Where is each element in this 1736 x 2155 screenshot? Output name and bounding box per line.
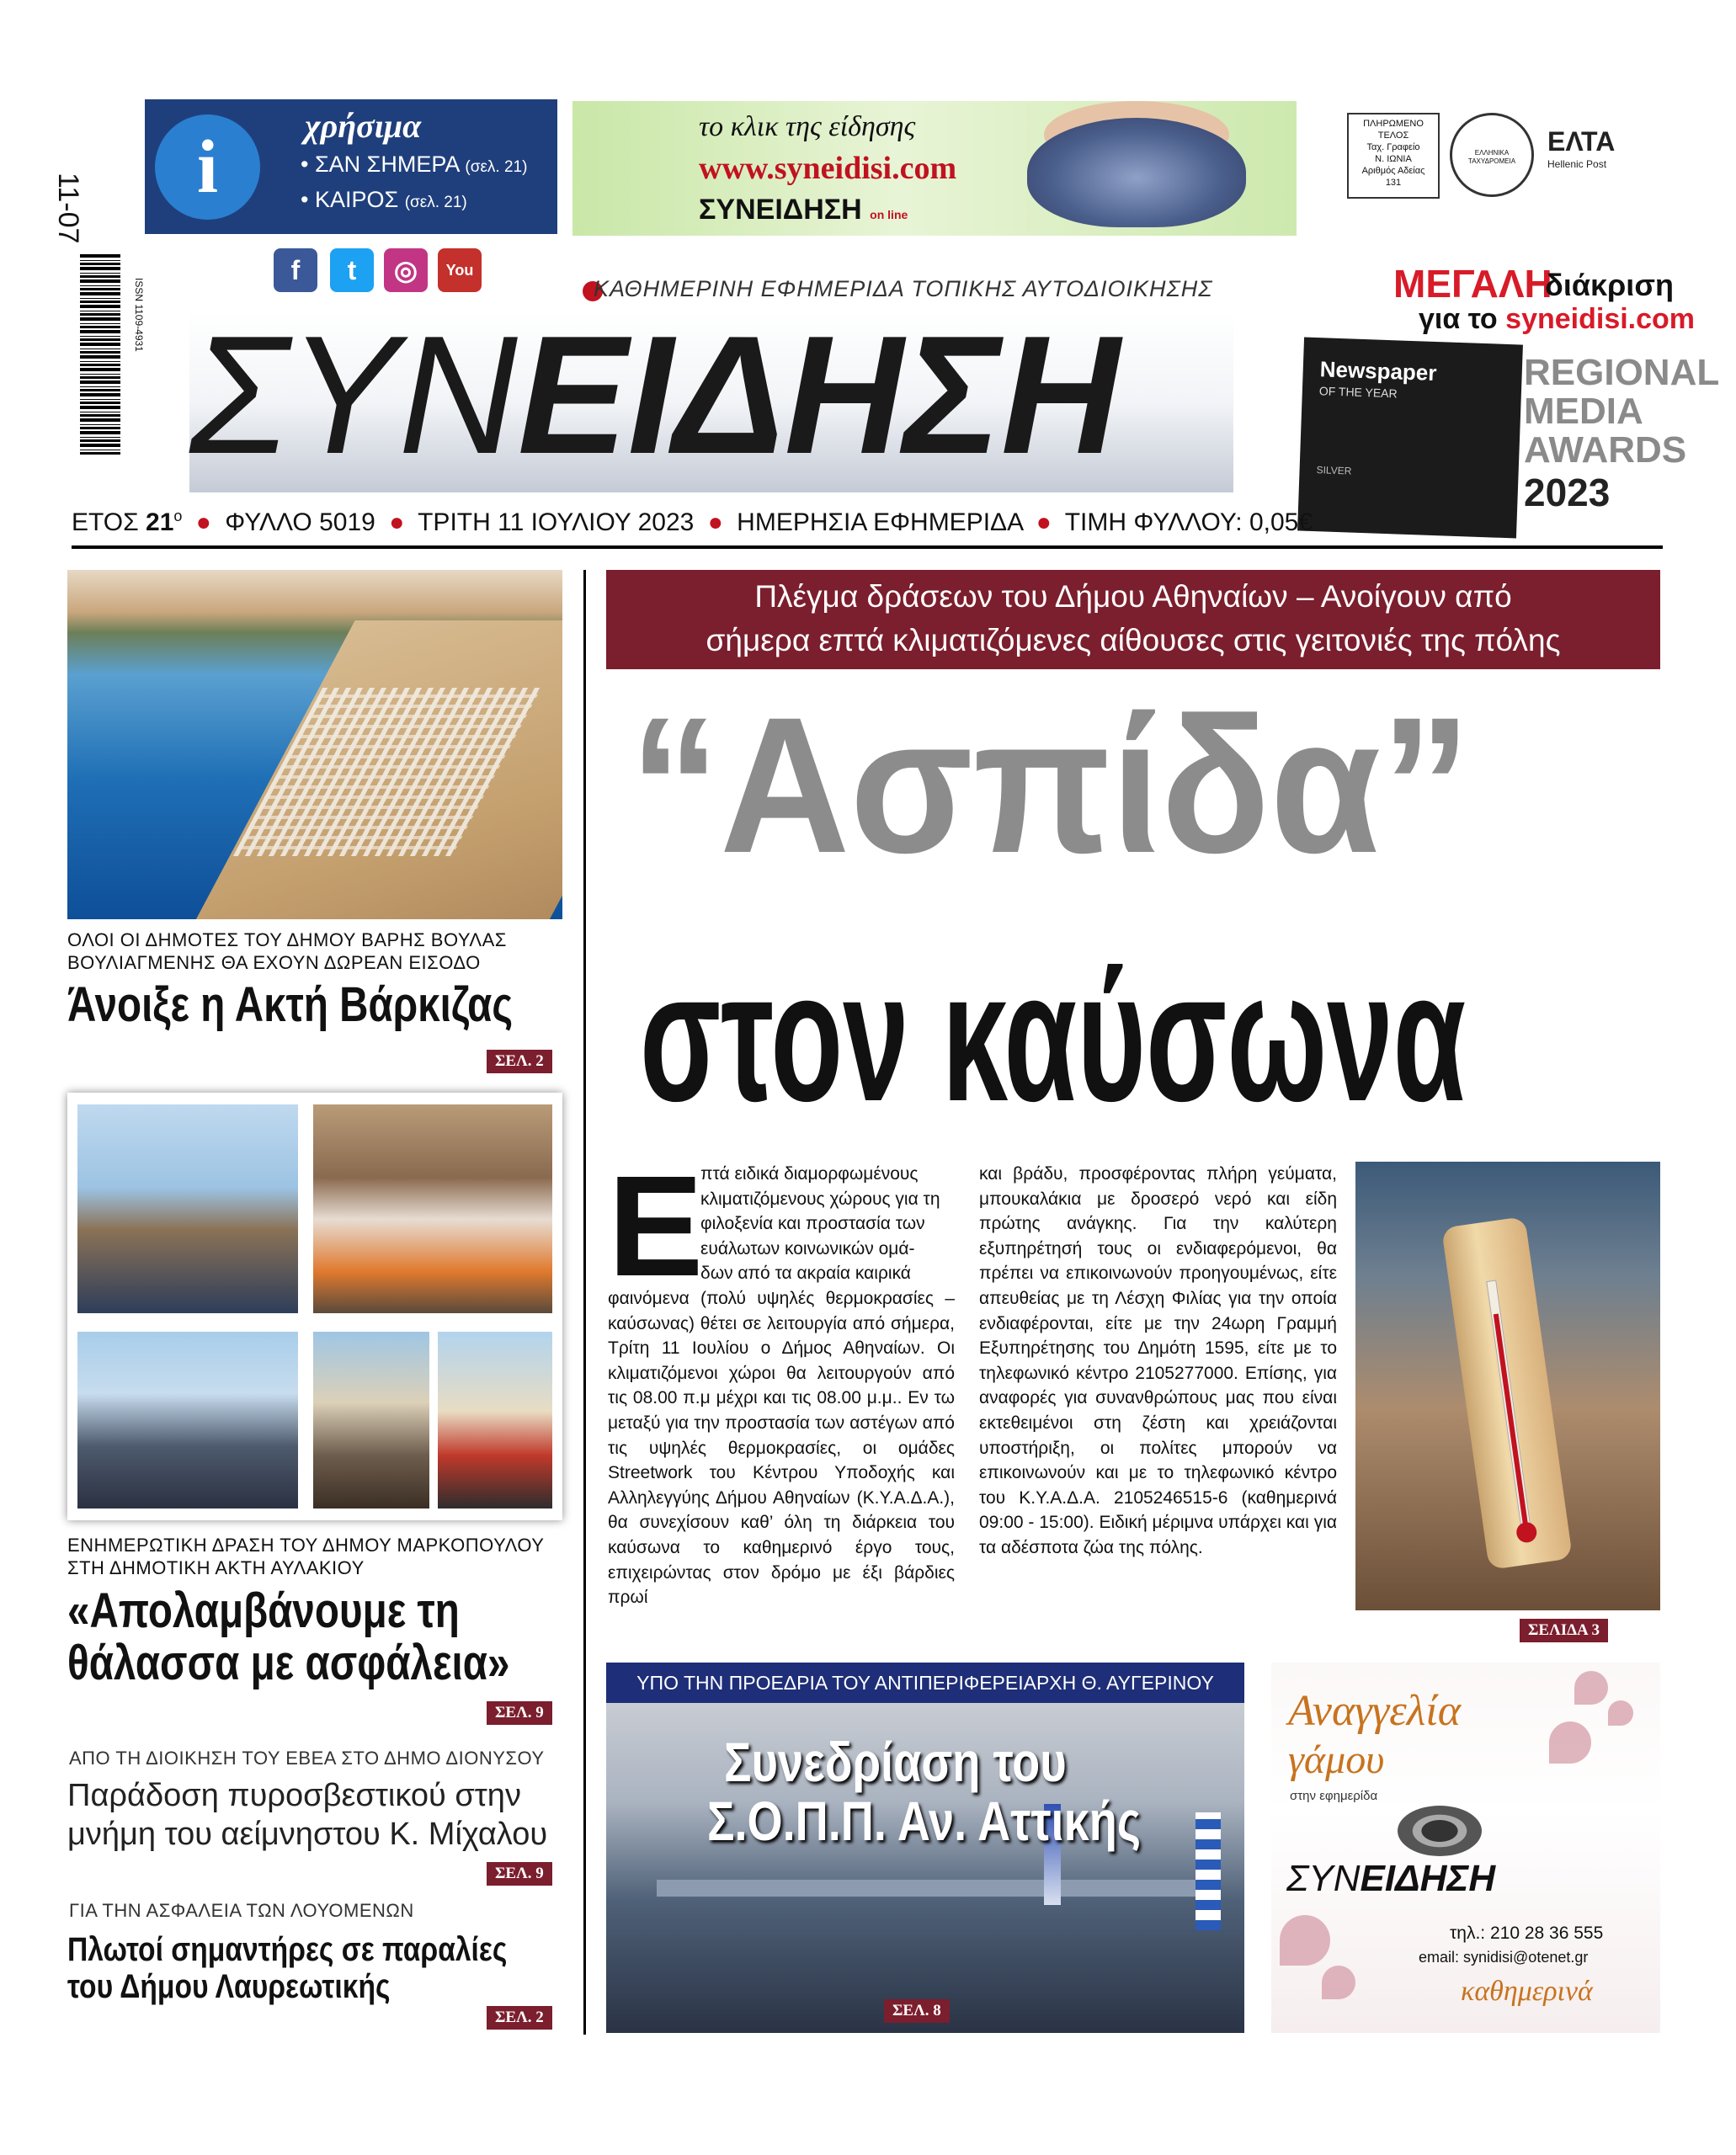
wedding-ad-title-line2: γάμου <box>1288 1737 1385 1782</box>
instagram-icon[interactable]: ◎ <box>384 248 428 292</box>
info-item-label: ΚΑΙΡΟΣ <box>314 187 399 212</box>
wedding-ad-brand-bold: ΕΙΔΗΣΗ <box>1360 1858 1496 1899</box>
info-item-page: (σελ. 21) <box>465 158 528 176</box>
issn-code: ISSN 1109-4931 <box>133 278 145 352</box>
story1-page-tag[interactable]: ΣΕΛ. 2 <box>487 1050 552 1073</box>
sopp-headline-line2: Σ.Ο.Π.Π. Αν. Αττικής <box>707 1790 1141 1852</box>
award-link[interactable] <box>1419 303 1695 336</box>
body-line: πτά ειδικά διαμορφωμένους <box>700 1164 919 1184</box>
story3-page-tag[interactable]: ΣΕΛ. 9 <box>487 1862 552 1886</box>
issue-sheet: ΦΥΛΛΟ 5019 <box>225 508 375 536</box>
postal-line: Αριθμός Αδείας <box>1361 166 1425 176</box>
story4-headline-line2[interactable]: του Δήμου Λαυρεωτικής <box>67 1968 391 2005</box>
thermometer-mercury <box>1494 1314 1529 1530</box>
issue-year-label: ΕΤΟΣ <box>72 508 139 536</box>
postal-line: Ταχ. Γραφείο <box>1366 142 1420 152</box>
wedding-ad-brand-light: ΣΥΝ <box>1286 1858 1361 1899</box>
greek-flag-shape <box>1195 1812 1221 1930</box>
masthead-tagline: ΚΑΘΗΜΕΡΙΝΗ ΕΦΗΜΕΡΙΔΑ ΤΟΠΙΚΗΣ ΑΥΤΟΔΙΟΙΚΗΣΗΣ <box>594 276 1213 301</box>
collage-photo-crowd <box>313 1332 429 1508</box>
story2-headline-line2[interactable]: θάλασσα με ασφάλεια» <box>67 1636 510 1690</box>
story2-kicker: ΕΝΗΜΕΡΩΤΙΚΗ ΔΡΑΣΗ ΤΟΥ ΔΗΜΟΥ ΜΑΡΚΟΠΟΥΛΟΥ ΣΤΗ ΔΗΜΟΤΙΚΗ ΑΚΤΗ ΑΥΛΑΚΙΟΥ <box>67 1535 545 1578</box>
facebook-icon[interactable]: f <box>274 248 317 292</box>
web-banner-tagline: το κλικ της είδησης <box>699 111 916 142</box>
elta-logo-sub: Hellenic Post <box>1547 158 1607 170</box>
story3-kicker: ΑΠΟ ΤΗ ΔΙΟΙΚΗΣΗ ΤΟΥ ΕΒΕΑ ΣΤΟ ΔΗΜΟ ΔΙΟΝΥΣΟΥ <box>69 1748 545 1769</box>
main-story-page-tag[interactable]: ΣΕΛΙΔΑ 3 <box>1520 1619 1608 1642</box>
info-item-label: ΣΑΝ ΣΗΜΕΡΑ <box>314 152 459 177</box>
thermometer-bulb <box>1515 1521 1538 1544</box>
useful-info-box[interactable] <box>145 99 557 234</box>
side-date-code: 11-07 <box>52 173 84 244</box>
deck-line: σήμερα επτά κλιματιζόμενες αίθουσες στις γειτονιές της πόλης <box>706 623 1561 657</box>
issue-date: ΤΡΙΤΗ 11 ΙΟΥΛΙΟΥ 2023 <box>418 508 695 536</box>
computer-mouse-icon <box>1027 118 1246 227</box>
wedding-ad-title-line1: Αναγγελία <box>1288 1687 1462 1735</box>
collage-photo-first-aid <box>313 1104 552 1313</box>
story2-headline-line1[interactable]: «Απολαμβάνουμε τη <box>67 1583 460 1638</box>
award-plaque <box>1297 338 1523 539</box>
award-distinction: διάκριση <box>1545 268 1674 302</box>
issue-price: ΤΙΜΗ ΦΥΛΛΟΥ: 0,05€ <box>1064 508 1313 536</box>
elta-logo: ΕΛΤΑ <box>1547 126 1616 157</box>
web-banner-brand-text: ΣΥΝΕΙΔΗΣΗ <box>699 194 862 226</box>
collage-photo-lifeguards <box>438 1332 552 1508</box>
info-item-weather[interactable]: • ΚΑΙΡΟΣ (σελ. 21) <box>301 187 467 212</box>
plaque-subtitle: OF THE YEAR <box>1318 384 1398 401</box>
plaque-level: SILVER <box>1316 464 1352 477</box>
masthead-title-bold: ΕΙΔΗΣΗ <box>517 301 1121 489</box>
flower-petal-icon <box>1280 1915 1330 1966</box>
postal-seal-text: ΕΛΛΗΝΙΚΑ ΤΑΧΥΔΡΟΜΕΙΑ <box>1467 149 1516 166</box>
award-megali: ΜΕΓΑΛΗ <box>1393 262 1552 306</box>
youtube-icon[interactable]: You <box>438 248 482 292</box>
story4-kicker: ΓΙΑ ΤΗΝ ΑΣΦΑΛΕΙΑ ΤΩΝ ΛΟΥΟΜΕΝΩΝ <box>69 1900 414 1921</box>
info-icon: i <box>155 114 260 220</box>
wedding-ad-subtitle: στην εφημερίδα <box>1290 1789 1378 1803</box>
sopp-kicker-band: ΥΠΟ ΤΗΝ ΠΡΟΕΔΡΙΑ ΤΟΥ ΑΝΤΙΠΕΡΙΦΕΡΕΙΑΡΧΗ Θ. ΑΥΓΕΡΙΝΟΥ <box>606 1663 1244 1703</box>
postal-line: Ν. ΙΩΝΙΑ <box>1375 154 1412 164</box>
issue-info-line: ΕΤΟΣ $21^o$ ● ΦΥΛΛΟ 5019 ● ΤΡΙΤΗ 11 ΙΟΥΛΙΟΥ 2023 ● ΗΜΕΡΗΣΙΑ ΕΦΗΜΕΡΙΔΑ ● ΤΙΜΗ ΦΥΛΛΟΥ: 0,05€ <box>72 508 1313 536</box>
postal-line: ΠΛΗΡΩΜΕΝΟ <box>1363 119 1424 129</box>
body-line: ευάλωτων κοινωνικών ομά- <box>700 1238 915 1258</box>
body-column-1-top <box>700 1162 955 1286</box>
award-link-url: syneidisi.com <box>1505 303 1696 335</box>
collage-photo-beach-speech <box>77 1332 298 1508</box>
award-regional-line: AWARDS <box>1524 429 1687 471</box>
barcode-icon <box>80 253 120 455</box>
wedding-ad-daily: καθημερινά <box>1461 1976 1593 2007</box>
award-year: 2023 <box>1524 471 1611 514</box>
flower-petal-icon <box>1608 1700 1633 1726</box>
postal-seal-icon <box>1450 113 1534 197</box>
main-headline-line1[interactable]: “Ασπίδα” <box>630 677 1472 893</box>
web-banner-url[interactable]: www.syneidisi.com <box>699 151 957 186</box>
issue-year-value: 21 <box>146 508 174 536</box>
main-story-deck <box>606 570 1660 669</box>
newspaper-roll-icon <box>1398 1806 1482 1856</box>
story1-headline[interactable]: Άνοιξε η Ακτή Βάρκιζας <box>67 977 514 1032</box>
award-regional-line: MEDIA <box>1524 391 1643 432</box>
thermometer-photo[interactable] <box>1355 1162 1660 1610</box>
story3-headline-line2[interactable]: μνήμη του αείμνηστου Κ. Μίχαλου <box>67 1817 548 1852</box>
issue-type: ΗΜΕΡΗΣΙΑ ΕΦΗΜΕΡΙΔΑ <box>737 508 1023 536</box>
column-divider <box>583 570 586 2035</box>
info-title: χρήσιμα <box>305 107 422 145</box>
flower-petal-icon <box>1549 1721 1591 1764</box>
wedding-ad-brand <box>1286 1858 1495 1900</box>
body-line: φιλοξενία και προστασία των <box>700 1214 925 1234</box>
sopp-page-tag[interactable]: ΣΕΛ. 8 <box>884 1999 950 2023</box>
twitter-icon[interactable]: t <box>330 248 374 292</box>
wedding-ad-phone[interactable]: τηλ.: 210 28 36 555 <box>1450 1924 1604 1943</box>
collage-photo-speaker <box>77 1104 298 1313</box>
thermometer-icon <box>1441 1216 1573 1570</box>
masthead-title-light: ΣΥΝ <box>189 301 518 489</box>
award-link-prefix: για το <box>1419 303 1498 335</box>
story2-page-tag[interactable]: ΣΕΛ. 9 <box>487 1701 552 1725</box>
header-rule <box>72 545 1663 549</box>
main-headline-line2[interactable]: στον καύσωνα <box>640 933 1467 1140</box>
sopp-story-box[interactable] <box>606 1663 1244 2033</box>
award-regional <box>1524 354 1719 470</box>
body-column-1: φαινόμενα (πολύ υψηλές θερμοκρασίες – καύσωνας) θέτει σε λειτουργία από σήμερα, Τρίτη 11 Ιουλίου ο Δήμος Αθηναίων. Οι κλιματιζόμενοι χώροι θα λειτουργούν από τις 08.00 π.μ μέχρι και τις 08.00 μ.μ.. Εν τω μεταξύ για την προστασία των αστέγων από τις υψηλές θερμοκρασίες, οι ομάδες Streetwork του Κέντρου Υποδοχής και Αλληλεγγύης Δήμου Αθηναίων (Κ.Υ.Α.Δ.Α.), θα συνεχίσουν καθ’ όλη τη διάρκεια του καύσωνα το καθημερινό έργο τους, επιχειρώντας στον δρόμο με έξι βάρδιες πρωί <box>608 1289 955 1608</box>
postal-line: ΤΕΛΟΣ <box>1377 130 1409 141</box>
body-column-2: και βράδυ, προσφέροντας πλήρη γεύματα, μπουκαλάκια με δροσερό νερό και είδη πρώτης ανάγκης. Για την καλύτερη εξυπηρέτησή τους οι ενδιαφερόμενοι, θα πρέπει να επικοινωνούν προηγουμένως, είτε απευθείας με τη Λέσχη Φιλίας για την οποία ενδιαφέρονται, είτε με την 24ωρη Γραμμή Εξυπηρέτησης του Δημότη 1595, είτε με το τηλεφωνικό κέντρο 2105277000. Επίσης, για αναφορές για συνανθρώπους μας που είναι εκτεθειμένοι στη ζέστη και χρειάζονται υποστήριξη, οι πολίτες μπορούν να επικοινωνούν και με το τηλεφωνικό κέντρο του Κ.Υ.Α.Δ.Α. 2105246515-6 (καθημερινά 09:00 - 15:00). Ειδική μέριμνα υπάρχει και για τα αδέσποτα ζώα της πόλης. <box>979 1164 1337 1557</box>
story4-page-tag[interactable]: ΣΕΛ. 2 <box>487 2006 552 2030</box>
drop-cap: Ε <box>608 1147 704 1306</box>
meeting-table <box>657 1880 1195 1897</box>
story4-headline-line1[interactable]: Πλωτοί σημαντήρες σε παραλίες <box>67 1931 508 1968</box>
body-line: κλιματιζόμενους χώρους για τη <box>700 1189 940 1209</box>
issue-year-suffix: ο <box>173 508 183 524</box>
body-line: δων από τα ακραία καιρικά <box>700 1264 911 1284</box>
info-item-today[interactable]: • ΣΑΝ ΣΗΜΕΡΑ (σελ. 21) <box>301 152 528 177</box>
web-banner-brand <box>699 194 908 226</box>
deck-line: Πλέγμα δράσεων του Δήμου Αθηναίων – Ανοίγουν από <box>754 579 1512 614</box>
masthead-title[interactable] <box>189 299 1120 492</box>
markopoulo-photo-collage[interactable] <box>67 1093 562 1520</box>
info-item-page: (σελ. 21) <box>404 194 467 211</box>
sopp-headline-line1: Συνεδρίαση του <box>724 1731 1067 1793</box>
wedding-announcement-ad[interactable] <box>1271 1663 1660 2033</box>
varkiza-beach-photo[interactable] <box>67 570 562 919</box>
flower-petal-icon <box>1574 1671 1608 1705</box>
story3-headline-line1[interactable]: Παράδοση πυροσβεστικού στην <box>67 1778 521 1813</box>
flower-petal-icon <box>1322 1966 1355 1999</box>
postal-line: 131 <box>1385 178 1402 188</box>
story1-kicker: ΟΛΟΙ ΟΙ ΔΗΜΟΤΕΣ ΤΟΥ ΔΗΜΟΥ ΒΑΡΗΣ ΒΟΥΛΑΣ ΒΟΥΛΙΑΓΜΕΝΗΣ ΘΑ ΕΧΟΥΝ ΔΩΡΕΑΝ ΕΙΣΟΔΟ <box>67 929 507 973</box>
award-regional-line: REGIONAL <box>1524 352 1720 393</box>
plaque-title: Newspaper <box>1319 356 1437 386</box>
website-banner[interactable] <box>572 101 1297 236</box>
postage-paid-box <box>1347 113 1440 199</box>
web-banner-brand-sub: on line <box>870 208 908 221</box>
wedding-ad-email[interactable]: email: synidisi@otenet.gr <box>1419 1949 1589 1966</box>
